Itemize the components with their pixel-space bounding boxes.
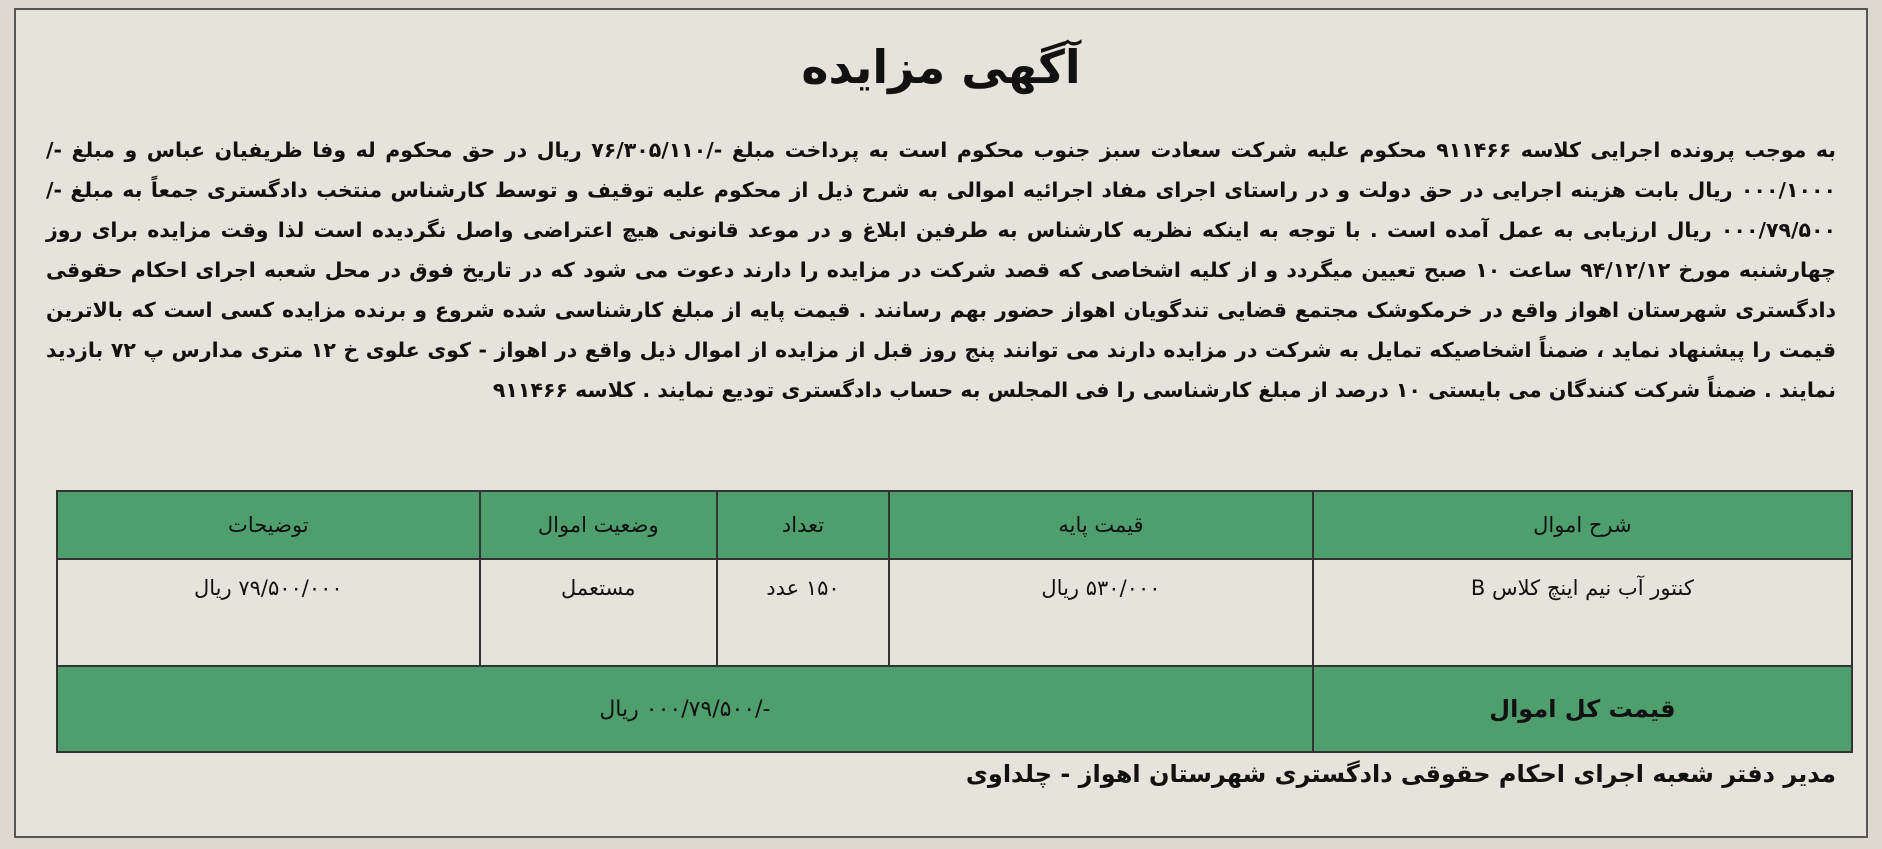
total-value: -/۰۰۰/۷۹/۵۰۰ ریال [57,666,1313,752]
notice-body: به موجب پرونده اجرایی کلاسه ۹۱۱۴۶۶ محکوم علیه شرکت سعادت سبز جنوب محکوم است به پرداخت مبلغ -/۷۶/۳۰۵/۱۱۰ ریال در حق محکوم له وفا ظریفیان عباس و مبلغ -/۰۰۰/۱۰۰۰ ریال بابت هزینه اجرایی در حق دولت و در راستای اجرای مفاد اجرائیه اموالی به شرح ذیل از محکوم علیه توقیف و توسط کارشناس منتخب دادگستری جمعاً به مبلغ -/۰۰۰/۷۹/۵۰۰ ریال ارزیابی به عمل آمده است . با توجه به اینکه نظریه کارشناس به طرفین ابلاغ و در موعد قانونی هیچ اعتراضی واصل نگردیده است لذا وقت مزایده برای روز چهارشنبه مورخ ۹۴/۱۲/۱۲ ساعت ۱۰ صبح تعیین میگردد و از کلیه اشخاصی که قصد شرکت در مزایده را دارند دعوت می شود که در تاریخ فوق در محل شعبه اجرای احکام حقوقی دادگستری شهرستان اهواز واقع در خرمکوشک مجتمع قضایی تندگویان اهواز حضور بهم رسانند . قیمت پایه از مبلغ کارشناسی شده شروع و برنده مزایده کسی است که بالاترین قیمت را پیشنهاد نماید ، ضمناً اشخاصیکه تمایل به شرکت در مزایده دارند می توانند پنج روز قبل از مزایده از اموال ذیل واقع در اهواز - کوی علوی خ ۱۲ متری مدارس پ ۷۲ بازدید نمایند . ضمناً شرکت کنندگان می بایستی ۱۰ درصد از مبلغ کارشناسی را فی المجلس به حساب دادگستری تودیع نمایند . کلاسه ۹۱۱۴۶۶ [46,138,1836,402]
header-quantity: تعداد [717,491,889,559]
header-notes: توضیحات [57,491,480,559]
header-condition: وضعیت اموال [480,491,717,559]
notice-frame [14,8,1868,838]
cell-condition: مستعمل [480,559,717,666]
cell-notes: ۷۹/۵۰۰/۰۰۰ ریال [57,559,480,666]
notice-title: آگهی مزایده [801,40,1081,94]
notice-signature: مدیر دفتر شعبه اجرای احکام حقوقی دادگستری شهرستان اهواز - چلداوی [965,760,1836,788]
total-row [57,666,1852,752]
cell-quantity: ۱۵۰ عدد [717,559,889,666]
total-label: قیمت کل اموال [1313,666,1852,752]
cell-base-price: ۵۳۰/۰۰۰ ریال [889,559,1313,666]
property-table [56,490,1853,753]
header-property: شرح اموال [1313,491,1852,559]
table-row [57,559,1852,666]
cell-property: کنتور آب نیم اینچ کلاس B [1313,559,1852,666]
header-base-price: قیمت پایه [889,491,1313,559]
table-header-row [57,491,1852,559]
